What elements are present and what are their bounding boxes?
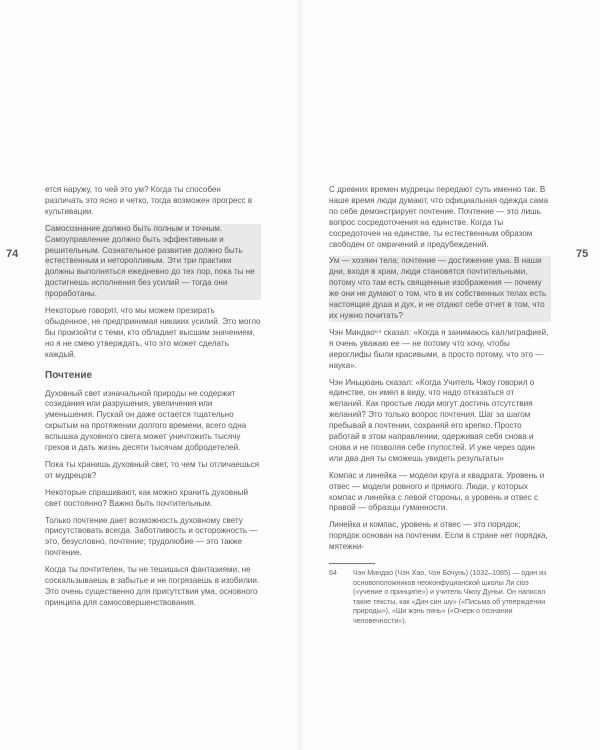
paragraph: Чэн Иньцюань сказал: «Когда Учитель Чжоу говорил о единстве, он имел в виду, что надо отказаться от желаний. Как простые люди могут достичь отсутствия желаний? Это только вопрос почтения. Шаг за шагом пребывай в почтении, сохраняй его крепко. Просто работай в этом направлении, одерживая себя снова и снова и не позволяя себе глупостей. И уже через один или два дня ты сможешь увидеть результаты» (329, 377, 536, 463)
paragraph: ется наружу, то чей это ум? Когда ты способен различать это ясно и четко, тогда возможен прогресс в культивации. (45, 185, 253, 216)
paragraph: Компас и линейка — модели круга и квадрата. Уровень и отвес — модели ровного и прямого. Люди, у которых компас и линейка с левой стороны, а уровень и отвес с правой — образцы гуманности. (329, 470, 545, 513)
footnote (329, 569, 551, 626)
paragraph: Некоторые спрашивают, как можно хранить духовный свет постоянно? Важно быть почтительным. (45, 487, 249, 508)
left-text-column (45, 185, 261, 615)
paragraph: Пока ты хранишь духовный свет, то чем ты отличаешься от мудрецов? (45, 459, 260, 480)
paragraph: Только почтение дает возможность духовному свету присутствовать всегда. Заботливость и осторожность — это, безусловно, почтение; трудолюбие — это также почтение. (45, 515, 258, 558)
footnote-text: Чэн Миндао (Чэн Хао, Чэн Бочунь) (1032–1085) — один из основоположников неоконфуцианской школы Ли сюэ («учение о принципе») и учитель Чжоу Дуньи. Он написал такие тексты, как «Дин син шу» («Письма об утверждении природы»), «Ши жэнь пянь» («Очерк о познании человечности»). (353, 569, 547, 625)
paragraph: Чэн Миндао⁶⁴ сказал: «Когда я занимаюсь каллиграфией, я очень уважаю ее — не потому что хочу, чтобы иероглифы были красивыми, а просто потому, что это — наука». (329, 327, 549, 370)
paragraph: Линейка и компас, уровень и отвес — это порядок; порядок основан на почтении. Если в стране нет порядка, мятежни- (329, 520, 548, 552)
page-number-left: 74 (6, 248, 19, 260)
paragraph: Некоторые говорят, что мы можем презирать обыденное, не предпринимая никаких усилий. Это могло бы произойти с теми, кто обладает высшим значением, но я не смею утверждать, что это может сделать каждый. (45, 306, 261, 359)
right-text-column (329, 185, 551, 626)
paragraph: Ум — хозяин тела; почтение — достижение ума. В наши дни, входя в храм, люди становятся почтительными, потому что там есть священные изображения — почему же они не думают о том, что в их собственных телах есть настоящие душа и дух, и не отдают себе отчет в том, что их нужно почитать? (329, 256, 551, 321)
page-number-right: 75 (576, 248, 589, 260)
paragraph: Самосознание должно быть полным и точным. Самоуправление должно быть эффективным и решительным. Сознательное развитие должно быть естественным и неторопливым. Эти три практики должны выполняться ежедневно до тех пор, пока ты не достигнешь исполнения без усилий — тогда они проработаны. (45, 224, 261, 300)
footnote-divider (329, 563, 375, 564)
section-heading: Почтение (45, 369, 93, 381)
paragraph: Духовный свет изначальной природы не содержит созидания или разрушения, увеличения или уменьшения. Пускай он даже остается тщательно скрытым на протяжении долгого времени, всего одна вспышка духовного света может уничтожить тысячу грехов и дать жизнь десяти тысячам добродетелей. (45, 388, 247, 453)
paragraph: С древних времен мудрецы передают суть именно так. В наше время люди думают, что официальная одежда сама по себе демонстрирует почтение. Почтение — это лишь вопрос сосредоточения на единстве. Когда ты сосредоточен на единстве, ты естественным образом свободен от омрачений и предубеждений. (329, 185, 549, 249)
footnote-number: 64 (329, 569, 337, 578)
paragraph: Когда ты почтителен, ты не тешишься фантазиями, не соскальзываешь в забытье и не погрязаешь в изобилии. Это очень существенно для присутствия ума, основного принципа для самосовершенствования. (45, 565, 260, 607)
right-page (300, 0, 600, 750)
